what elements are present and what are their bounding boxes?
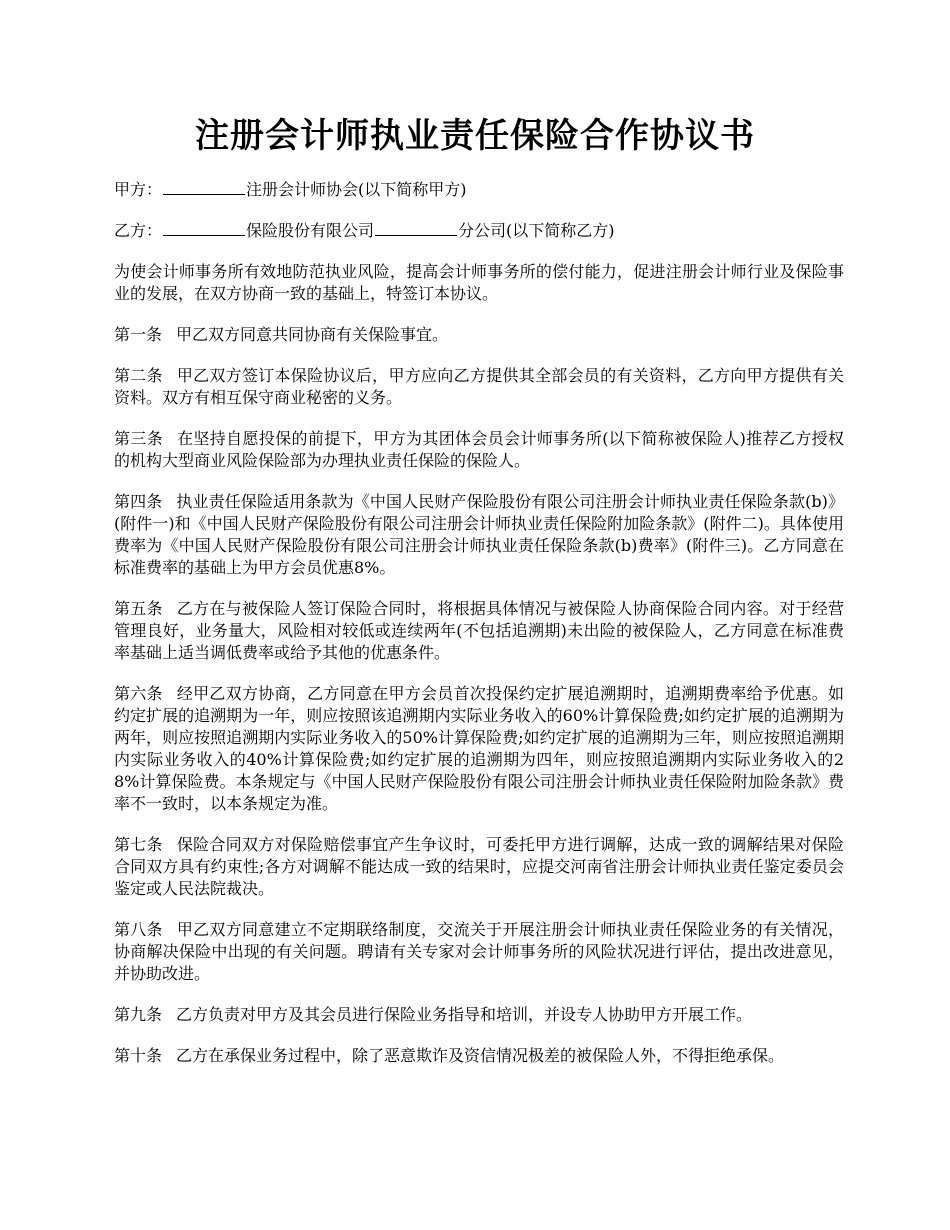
article-text: 乙方在承保业务过程中，除了恶意欺诈及资信情况极差的被保险人外，不得拒绝承保。 [176, 1046, 785, 1065]
article-label: 第五条 [114, 599, 163, 618]
party-a-line [114, 179, 844, 201]
party-a-blank [163, 179, 245, 195]
article-label: 第八条 [114, 920, 163, 939]
article-label: 第一条 [114, 325, 163, 344]
party-a-text: 注册会计师协会(以下简称甲方) [246, 180, 467, 199]
article-4 [114, 491, 844, 579]
article-3 [114, 428, 844, 472]
article-label: 第三条 [114, 429, 164, 448]
party-a-label: 甲方： [114, 180, 163, 199]
article-label: 第九条 [114, 1005, 163, 1024]
article-7 [114, 834, 844, 900]
article-label: 第四条 [114, 492, 163, 511]
party-b-blank-2 [375, 220, 457, 236]
article-label: 第十条 [114, 1046, 163, 1065]
preamble: 为使会计师事务所有效地防范执业风险，提高会计师事务所的偿付能力，促进注册会计师行业及保险事业的发展，在双方协商一致的基础上，特签订本协议。 [114, 262, 844, 303]
article-8 [114, 919, 844, 985]
document-title: 注册会计师执业责任保险合作协议书 [195, 116, 755, 156]
article-9 [114, 1004, 844, 1026]
article-2 [114, 365, 844, 409]
party-b-line [114, 220, 844, 242]
article-label: 第六条 [114, 684, 163, 703]
party-b-text-2: 分公司(以下简称乙方) [458, 221, 615, 240]
party-b-blank-1 [163, 220, 245, 236]
article-label: 第二条 [114, 366, 163, 385]
document-body [114, 179, 844, 1086]
article-text: 甲乙双方同意建立不定期联络制度，交流关于开展注册会计师执业责任保险业务的有关情况，协商解决保险中出现的有关问题。聘请有关专家对会计师事务所的风险状况进行评估，提出改进意见，并协助改进。 [114, 920, 844, 983]
article-6 [114, 683, 844, 815]
article-1 [114, 324, 844, 346]
article-text: 在坚持自愿投保的前提下，甲方为其团体会员会计师事务所(以下简称被保险人)推荐乙方授权的机构大型商业风险保险部为办理执业责任保险的保险人。 [114, 429, 844, 470]
article-text: 保险合同双方对保险赔偿事宜产生争议时，可委托甲方进行调解，达成一致的调解结果对保险合同双方具有约束性;各方对调解不能达成一致的结果时，应提交河南省注册会计师执业责任鉴定委员会鉴定或人民法院裁决。 [114, 835, 844, 898]
article-10 [114, 1045, 844, 1067]
article-text: 乙方负责对甲方及其会员进行保险业务指导和培训，并设专人协助甲方开展工作。 [176, 1005, 753, 1024]
article-text: 甲乙双方签订本保险协议后，甲方应向乙方提供其全部会员的有关资料，乙方向甲方提供有关资料。双方有相互保守商业秘密的义务。 [114, 366, 844, 407]
party-b-label: 乙方： [114, 221, 163, 240]
article-text: 甲乙双方同意共同协商有关保险事宜。 [176, 325, 449, 344]
article-text: 执业责任保险适用条款为《中国人民财产保险股份有限公司注册会计师执业责任保险条款(b)》(附件一)和《中国人民财产保险股份有限公司注册会计师执业责任保险附加险条款》(附件二)。具体使用费率为《中国人民财产保险股份有限公司注册会计师执业责任保险条款(b)费率》(附件三)。乙方同意在标准费率的基础上为甲方会员优惠8%。 [114, 492, 844, 577]
article-text: 经甲乙双方协商，乙方同意在甲方会员首次投保约定扩展追溯期时，追溯期费率给予优惠。如约定扩展的追溯期为一年，则应按照该追溯期内实际业务收入的60%计算保险费;如约定扩展的追溯期为两年，则应按照追溯期内实际业务收入的50%计算保险费;如约定扩展的追溯期为三年，则应按照追溯期内实际业务收入的40%计算保险费;如约定扩展的追溯期为四年，则应按照追溯期内实际业务收入的28%计算保险费。本条规定与《中国人民财产保险股份有限公司注册会计师执业责任保险附加险条款》费率不一致时，以本条规定为准。 [114, 684, 844, 813]
article-5 [114, 598, 844, 664]
party-b-text-1: 保险股份有限公司 [246, 221, 375, 240]
article-label: 第七条 [114, 835, 163, 854]
article-text: 乙方在与被保险人签订保险合同时，将根据具体情况与被保险人协商保险合同内容。对于经营管理良好，业务量大，风险相对较低或连续两年(不包括追溯期)未出险的被保险人，乙方同意在标准费率基础上适当调低费率或给予其他的优惠条件。 [114, 599, 844, 662]
